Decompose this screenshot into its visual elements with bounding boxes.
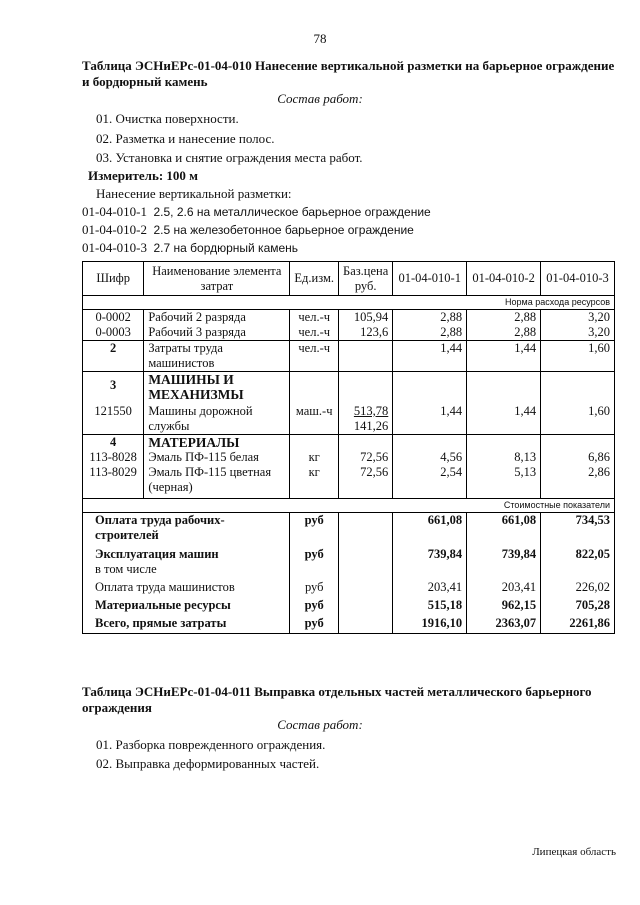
row-unit: чел.-ч <box>290 310 339 326</box>
cost-value <box>541 562 615 577</box>
cost-value: 734,53 <box>541 513 615 544</box>
row-price <box>339 402 393 435</box>
header-col2: 01-04-010-2 <box>467 262 541 296</box>
row-value: 1,44 <box>467 341 541 372</box>
table-row <box>83 435 615 451</box>
row-value: 3,20 <box>541 325 615 341</box>
resource-table <box>82 261 615 634</box>
row-unit: чел.-ч <box>290 341 339 372</box>
cost-row <box>83 562 615 577</box>
cost-name: Материальные ресурсы <box>83 595 290 613</box>
row-code: 2 <box>83 341 144 372</box>
row-value: 2,88 <box>467 325 541 341</box>
cost-price <box>339 595 393 613</box>
band-row <box>83 296 615 310</box>
cost-row <box>83 613 615 634</box>
cost-price <box>339 513 393 544</box>
row-price <box>339 435 393 451</box>
table1-work-item: 03. Установка и снятие ограждения места работ. <box>96 150 363 165</box>
table-row <box>83 465 615 499</box>
table1-intro: Нанесение вертикальной разметки: <box>96 186 292 201</box>
row-value <box>541 372 615 403</box>
cost-unit: руб <box>290 513 339 544</box>
header-shifr: Шифр <box>83 262 144 296</box>
row-code: 4 <box>83 435 144 451</box>
cost-price <box>339 543 393 562</box>
row-value: 5,13 <box>467 465 541 499</box>
row-value: 8,13 <box>467 450 541 465</box>
cost-value <box>393 562 467 577</box>
band-row <box>83 499 615 513</box>
cost-unit: руб <box>290 577 339 595</box>
row-value: 1,44 <box>393 341 467 372</box>
cost-row <box>83 543 615 562</box>
code-id: 01-04-010-2 <box>82 222 147 237</box>
table-row <box>83 402 615 435</box>
row-value: 2,88 <box>393 325 467 341</box>
header-col3: 01-04-010-3 <box>541 262 615 296</box>
row-unit: чел.-ч <box>290 325 339 341</box>
footer-region: Липецкая область <box>532 846 616 858</box>
row-code: 121550 <box>83 402 144 435</box>
row-price: 72,56 <box>339 465 393 499</box>
page-number: 78 <box>313 31 327 46</box>
cost-value: 739,84 <box>467 543 541 562</box>
row-value <box>393 372 467 403</box>
row-code: 0-0003 <box>83 325 144 341</box>
code-id: 01-04-010-1 <box>82 204 147 219</box>
cost-value <box>467 562 541 577</box>
cost-value: 2363,07 <box>467 613 541 634</box>
cost-name: Оплата труда рабочих-строителей <box>83 513 290 544</box>
table1-work-item: 01. Очистка поверхности. <box>96 111 239 126</box>
row-value <box>541 435 615 451</box>
table1-work-item: 02. Разметка и нанесение полос. <box>96 131 275 146</box>
row-name: Эмаль ПФ-115 цветная (черная) <box>144 465 290 499</box>
row-value <box>393 435 467 451</box>
cost-value: 822,05 <box>541 543 615 562</box>
row-value: 1,60 <box>541 341 615 372</box>
table-row <box>83 341 615 372</box>
table2-work-item: 01. Разборка поврежденного ограждения. <box>96 737 326 752</box>
row-name: Машины дорожной службы <box>144 402 290 435</box>
price-value: 513,78 <box>353 404 389 418</box>
cost-row <box>83 595 615 613</box>
row-code: 3 <box>83 372 144 403</box>
row-value: 1,44 <box>393 402 467 435</box>
code-line <box>82 222 414 238</box>
cost-value: 739,84 <box>393 543 467 562</box>
row-value: 6,86 <box>541 450 615 465</box>
table1-title: Таблица ЭСНиЕРс-01-04-010 Нанесение вертикальной разметки на барьерное ограждение и бордюрный камень <box>82 58 615 89</box>
cost-value: 962,15 <box>467 595 541 613</box>
row-name: Рабочий 3 разряда <box>144 325 290 341</box>
table-header-row <box>83 262 615 296</box>
cost-row <box>83 513 615 544</box>
row-name: Рабочий 2 разряда <box>144 310 290 326</box>
cost-value: 705,28 <box>541 595 615 613</box>
row-value: 4,56 <box>393 450 467 465</box>
cost-value: 661,08 <box>393 513 467 544</box>
table-row <box>83 450 615 465</box>
row-price <box>339 372 393 403</box>
cost-price <box>339 613 393 634</box>
table2-works-heading: Состав работ: <box>277 717 363 732</box>
row-unit <box>290 372 339 403</box>
code-text: 2.7 на бордюрный камень <box>153 241 299 255</box>
band-norm: Норма расхода ресурсов <box>83 296 615 310</box>
code-text: 2.5 на железобетонное барьерное ограждение <box>153 223 414 237</box>
code-id: 01-04-010-3 <box>82 240 147 255</box>
row-value: 2,88 <box>393 310 467 326</box>
code-line <box>82 204 431 220</box>
header-price: Баз.цена руб. <box>339 262 393 296</box>
cost-value: 2261,86 <box>541 613 615 634</box>
price-value: 141,26 <box>353 419 389 433</box>
cost-row <box>83 577 615 595</box>
code-text: 2.5, 2.6 на металлическое барьерное ограждение <box>153 205 431 219</box>
header-name: Наименование элемента затрат <box>144 262 290 296</box>
cost-name: Оплата труда машинистов <box>83 577 290 595</box>
cost-value: 515,18 <box>393 595 467 613</box>
row-code: 0-0002 <box>83 310 144 326</box>
row-value: 2,88 <box>467 310 541 326</box>
cost-unit: руб <box>290 613 339 634</box>
row-price: 72,56 <box>339 450 393 465</box>
table2-work-item: 02. Выправка деформированных частей. <box>96 756 320 771</box>
row-value: 1,44 <box>467 402 541 435</box>
cost-price <box>339 562 393 577</box>
cost-value: 661,08 <box>467 513 541 544</box>
cost-name: Эксплуатация машин <box>83 543 290 562</box>
row-price: 123,6 <box>339 325 393 341</box>
row-code: 113-8029 <box>83 465 144 499</box>
row-value: 3,20 <box>541 310 615 326</box>
cost-unit: руб <box>290 595 339 613</box>
row-name: МАТЕРИАЛЫ <box>144 435 290 451</box>
row-value <box>467 435 541 451</box>
row-name: Затраты труда машинистов <box>144 341 290 372</box>
row-name: МАШИНЫ И МЕХАНИЗМЫ <box>144 372 290 403</box>
cost-value: 1916,10 <box>393 613 467 634</box>
cost-name: Всего, прямые затраты <box>83 613 290 634</box>
table-row <box>83 325 615 341</box>
table-row <box>83 372 615 403</box>
row-price: 105,94 <box>339 310 393 326</box>
row-price <box>339 341 393 372</box>
row-unit: кг <box>290 450 339 465</box>
cost-value: 203,41 <box>467 577 541 595</box>
cost-price <box>339 577 393 595</box>
cost-unit: руб <box>290 543 339 562</box>
row-value: 2,54 <box>393 465 467 499</box>
row-value: 1,60 <box>541 402 615 435</box>
header-col1: 01-04-010-1 <box>393 262 467 296</box>
code-line <box>82 240 298 256</box>
row-unit: маш.-ч <box>290 402 339 435</box>
table1-works-heading: Состав работ: <box>277 91 363 106</box>
cost-value: 226,02 <box>541 577 615 595</box>
row-unit: кг <box>290 465 339 499</box>
table1-measure: Измеритель: 100 м <box>88 168 199 183</box>
band-cost: Стоимостные показатели <box>83 499 615 513</box>
table2-title: Таблица ЭСНиЕРс-01-04-011 Выправка отдельных частей металлического барьерного ограждения <box>82 684 592 715</box>
cost-value: 203,41 <box>393 577 467 595</box>
cost-name: в том числе <box>83 562 290 577</box>
row-code: 113-8028 <box>83 450 144 465</box>
header-unit: Ед.изм. <box>290 262 339 296</box>
cost-unit <box>290 562 339 577</box>
row-value: 2,86 <box>541 465 615 499</box>
row-value <box>467 372 541 403</box>
table-row <box>83 310 615 326</box>
row-name: Эмаль ПФ-115 белая <box>144 450 290 465</box>
row-unit <box>290 435 339 451</box>
